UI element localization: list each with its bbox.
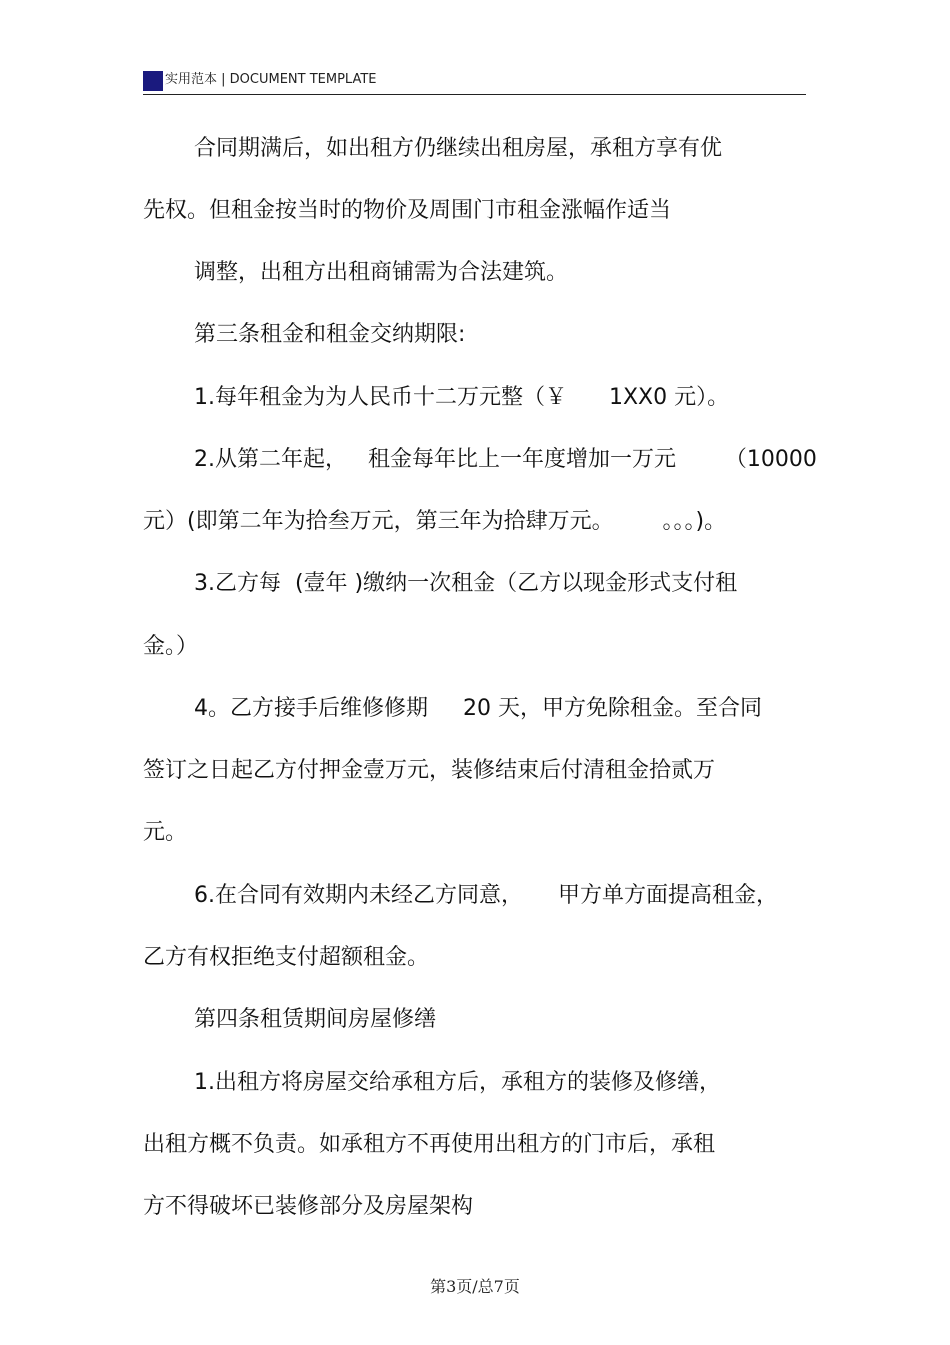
- paragraph-line: 乙方有权拒绝支付超额租金。: [143, 945, 430, 970]
- paragraph-line: 元。: [143, 820, 188, 845]
- paragraph-line: 6.在合同有效期内未经乙方同意， 甲方单方面提高租金，: [194, 883, 778, 908]
- logo-square-icon: [143, 71, 163, 91]
- paragraph-line: 1.出租方将房屋交给承租方后，承租方的装修及修缮，: [194, 1070, 721, 1095]
- paragraph-line: 3.乙方每 (壹年 )缴纳一次租金（乙方以现金形式支付租: [194, 571, 738, 596]
- header-title: 实用范本 | DOCUMENT TEMPLATE: [165, 72, 377, 87]
- paragraph-line: 2.从第二年起， 租金每年比上一年度增加一万元 （10000: [194, 447, 817, 472]
- paragraph-line: 金。）: [143, 634, 199, 659]
- paragraph-line: 先权。但租金按当时的物价及周围门市租金涨幅作适当: [143, 198, 672, 223]
- paragraph-line: 元）(即第二年为拾叁万元，第三年为拾肆万元。 。。。)。: [143, 509, 727, 534]
- section-heading: 第四条租赁期间房屋修缮: [194, 1007, 437, 1032]
- paragraph-line: 签订之日起乙方付押金壹万元，装修结束后付清租金拾贰万: [143, 758, 716, 783]
- document-header: [143, 68, 806, 95]
- paragraph-line: 出租方概不负责。如承租方不再使用出租方的门市后，承租: [143, 1132, 716, 1157]
- section-heading: 第三条租金和租金交纳期限:: [194, 322, 466, 347]
- paragraph-line: 1.每年租金为为人民币十二万元整（￥ 1XX0 元）。: [194, 385, 730, 410]
- paragraph-line: 合同期满后，如出租方仍继续出租房屋，承租方享有优: [194, 136, 723, 161]
- paragraph-line: 方不得破坏已装修部分及房屋架构: [143, 1194, 474, 1219]
- paragraph-line: 4。乙方接手后维修修期 20 天，甲方免除租金。至合同: [194, 696, 762, 721]
- page-number: 第3页/总7页: [430, 1277, 520, 1296]
- paragraph-line: 调整，出租方出租商铺需为合法建筑。: [194, 260, 569, 285]
